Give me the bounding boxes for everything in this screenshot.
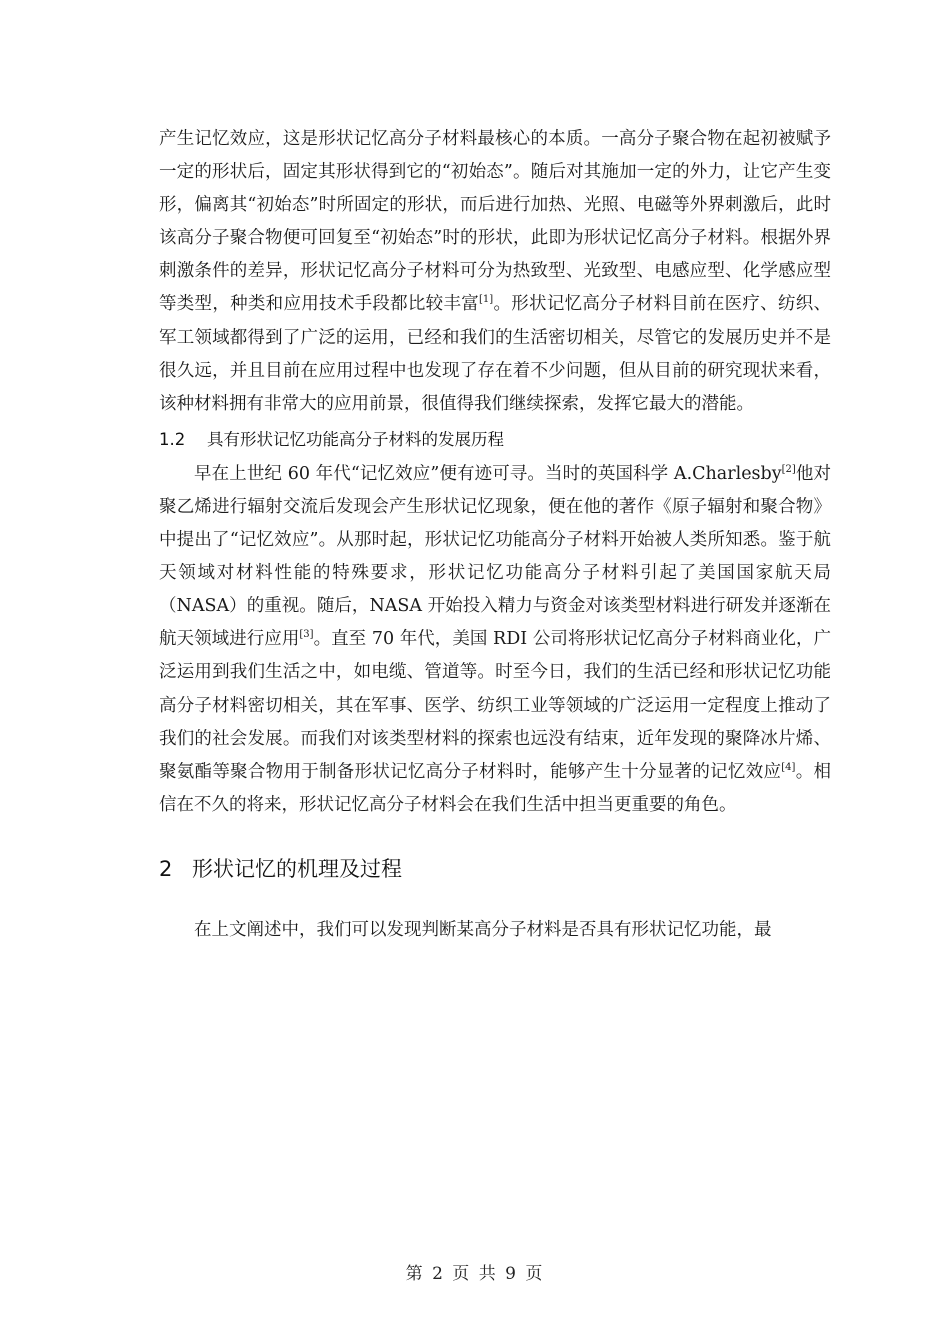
citation-4: [4]	[781, 761, 796, 773]
page-body	[159, 123, 831, 947]
citation-3: [3]	[299, 629, 314, 641]
paragraph-2-text-a: 早在上世纪 60 年代“记忆效应”便有迹可寻。当时的英国科学 A.Charlesby	[194, 463, 782, 484]
paragraph-3	[159, 914, 831, 947]
citation-1: [1]	[479, 294, 494, 306]
section-number: 1.2	[159, 429, 186, 449]
page-footer	[0, 1259, 950, 1284]
paragraph-2-text-d: 。相信在不久的将来，形状记忆高分子材料会在我们生活中担当更重要的角色。	[159, 761, 832, 815]
citation-2: [2]	[781, 463, 796, 475]
paragraph-3-text: 在上文阐述中，我们可以发现判断某高分子材料是否具有形状记忆功能，最	[194, 919, 772, 940]
page-number-label: 第 2 页 共 9 页	[405, 1264, 545, 1284]
section-heading-1-2	[159, 423, 831, 456]
section-heading-2	[159, 852, 831, 886]
paragraph-1-text-a: 产生记忆效应，这是形状记忆高分子材料最核心的本质。一高分子聚合物在起初被赋予一定的形状后，固定其形状得到它的“初始态”。随后对其施加一定的外力，让它产生变形，偏离其“初始态”时所固定的形状，而后进行加热、光照、电磁等外界刺激后，此时该高分子聚合物便可回复至“初始态”时的形状，此即为形状记忆高分子材料。根据外界刺激条件的差异，形状记忆高分子材料可分为热致型、光致型、电感应型、化学感应型等类型，种类和应用技术手段都比较丰富	[159, 129, 831, 315]
paragraph-2-text-c: 。直至 70 年代，美国 RDI 公司将形状记忆高分子材料商业化，广泛运用到我们生活之中，如电缆、管道等。时至今日，我们的生活已经和形状记忆功能高分子材料密切相关，其在军事、医学、纺织工业等领域的广泛运用一定程度上推动了我们的社会发展。而我们对该类型材料的探索也远没有结束，近年发现的聚降冰片烯、聚氨酯等聚合物用于制备形状记忆高分子材料时，能够产生十分显著的记忆效应	[159, 629, 832, 782]
paragraph-2-text-b: 他对聚乙烯进行辐射交流后发现会产生形状记忆现象，便在他的著作《原子辐射和聚合物》中提出了“记忆效应”。从那时起，形状记忆功能高分子材料开始被人类所知悉。鉴于航天领域对材料性能的特殊要求，形状记忆功能高分子材料引起了美国国家航天局（NASA）的重视。随后，NASA 开始投入精力与资金对该类型材料进行研发并逐渐在航天领域进行应用	[159, 463, 832, 650]
section-number: 2	[159, 856, 173, 881]
paragraph-2	[159, 458, 831, 822]
section-title: 形状记忆的机理及过程	[192, 856, 402, 881]
paragraph-1-text-b: 。形状记忆高分子材料目前在医疗、纺织、军工领域都得到了广泛的运用，已经和我们的生活密切相关，尽管它的发展历史并不是很久远，并且目前在应用过程中也发现了存在着不少问题，但从目前的研究现状来看，该种材料拥有非常大的应用前景，很值得我们继续探索，发挥它最大的潜能。	[159, 294, 832, 414]
paragraph-1	[159, 123, 831, 421]
section-title: 具有形状记忆功能高分子材料的发展历程	[207, 429, 504, 449]
